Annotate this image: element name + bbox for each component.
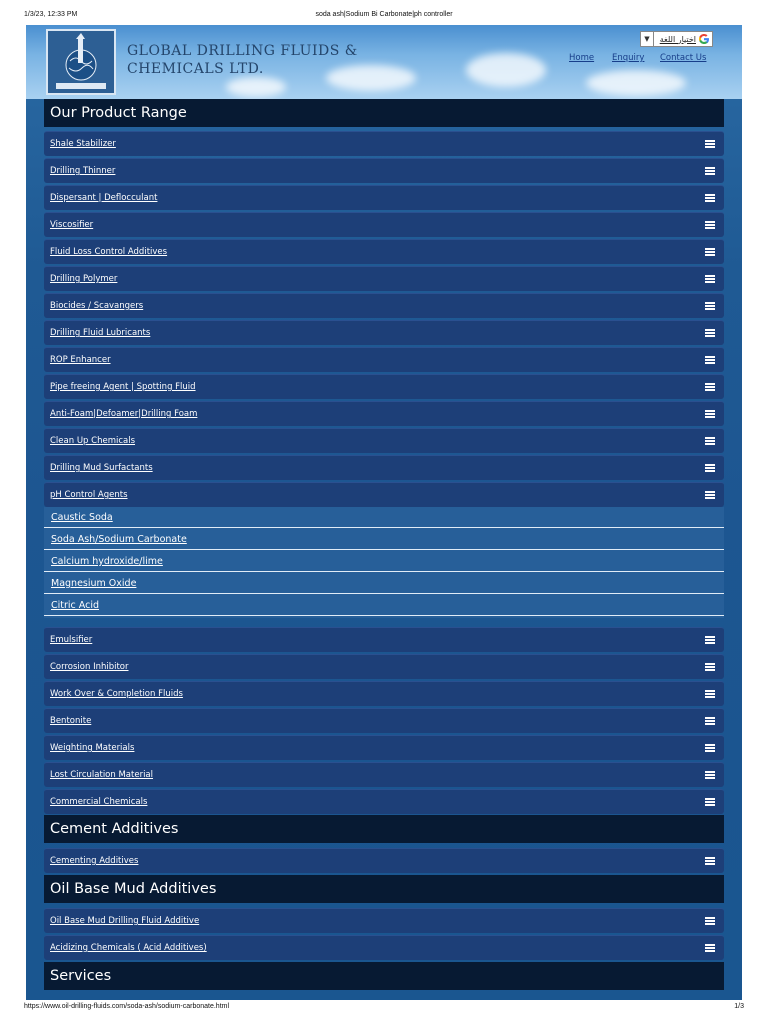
language-select-label: اختيار اللغة — [659, 34, 696, 44]
category-link[interactable]: Bentonite — [50, 716, 92, 726]
category-row[interactable] — [44, 374, 724, 399]
category-row[interactable] — [44, 681, 724, 706]
menu-icon[interactable] — [705, 329, 715, 337]
company-name-line2: CHEMICALS LTD. — [127, 61, 264, 77]
category-row[interactable] — [44, 131, 724, 156]
menu-icon[interactable] — [705, 437, 715, 445]
category-link[interactable]: Oil Base Mud Drilling Fluid Additive — [50, 916, 200, 926]
category-row[interactable] — [44, 908, 724, 933]
nav-enquiry-link[interactable]: Enquiry — [612, 53, 645, 63]
menu-icon[interactable] — [705, 636, 715, 644]
category-row[interactable] — [44, 428, 724, 453]
google-icon — [698, 33, 710, 45]
section-header-services: Services — [44, 962, 724, 990]
category-row[interactable] — [44, 455, 724, 480]
submenu-link[interactable]: Magnesium Oxide — [51, 578, 137, 589]
menu-icon[interactable] — [705, 717, 715, 725]
site-header — [26, 25, 742, 99]
menu-icon[interactable] — [705, 944, 715, 952]
print-document-title: soda ash|Sodium Bi Carbonate|ph controller — [315, 11, 453, 18]
submenu-link[interactable]: Caustic Soda — [51, 512, 113, 523]
print-page-number: 1/3 — [734, 1003, 744, 1010]
category-link[interactable]: Viscosifier — [50, 220, 94, 230]
menu-icon[interactable] — [705, 410, 715, 418]
category-row[interactable] — [44, 401, 724, 426]
menu-icon[interactable] — [705, 140, 715, 148]
print-header — [0, 0, 768, 24]
submenu-link[interactable]: Citric Acid — [51, 600, 100, 611]
category-row[interactable] — [44, 654, 724, 679]
print-url: https://www.oil-drilling-fluids.com/soda-ash/sodium-carbonate.html — [24, 1003, 230, 1010]
menu-icon[interactable] — [705, 275, 715, 283]
menu-icon[interactable] — [705, 798, 715, 806]
category-row[interactable] — [44, 185, 724, 210]
category-row[interactable] — [44, 320, 724, 345]
category-link[interactable]: Pipe freeing Agent | Spotting Fluid — [50, 382, 196, 392]
category-link[interactable]: Corrosion Inhibitor — [50, 662, 129, 672]
menu-icon[interactable] — [705, 491, 715, 499]
sky-cloud — [586, 70, 686, 96]
menu-icon[interactable] — [705, 690, 715, 698]
category-row[interactable] — [44, 848, 724, 873]
menu-icon[interactable] — [705, 248, 715, 256]
category-link[interactable]: Anti-Foam|Defoamer|Drilling Foam — [50, 409, 198, 419]
category-row[interactable] — [44, 347, 724, 372]
sky-cloud — [466, 53, 546, 87]
category-link[interactable]: Commercial Chemicals — [50, 797, 148, 807]
nav-contact-us-link[interactable]: Contact Us — [660, 53, 707, 63]
category-row[interactable] — [44, 266, 724, 291]
category-link[interactable]: Lost Circulation Material — [50, 770, 154, 780]
category-link[interactable]: Acidizing Chemicals ( Acid Additives) — [50, 943, 207, 953]
category-link[interactable]: Clean Up Chemicals — [50, 436, 136, 446]
category-row[interactable] — [44, 789, 724, 814]
menu-icon[interactable] — [705, 302, 715, 310]
language-select[interactable] — [640, 31, 713, 47]
menu-icon[interactable] — [705, 771, 715, 779]
menu-icon[interactable] — [705, 356, 715, 364]
menu-icon[interactable] — [705, 464, 715, 472]
company-name[interactable] — [127, 42, 358, 78]
category-link[interactable]: Fluid Loss Control Additives — [50, 247, 168, 257]
category-row-expanded[interactable] — [44, 482, 724, 507]
print-footer — [0, 1000, 768, 1024]
submenu-link[interactable]: Calcium hydroxide/lime — [51, 556, 163, 567]
menu-icon[interactable] — [705, 857, 715, 865]
category-link[interactable]: ROP Enhancer — [50, 355, 111, 365]
category-link[interactable]: Cementing Additives — [50, 856, 139, 866]
menu-icon[interactable] — [705, 744, 715, 752]
menu-icon[interactable] — [705, 383, 715, 391]
section-header-oil-base-mud: Oil Base Mud Additives — [44, 875, 724, 903]
menu-icon[interactable] — [705, 194, 715, 202]
category-link[interactable]: Dispersant | Deflocculant — [50, 193, 158, 203]
category-link[interactable]: Drilling Fluid Lubricants — [50, 328, 151, 338]
menu-icon[interactable] — [705, 167, 715, 175]
submenu-item[interactable] — [44, 595, 724, 616]
menu-icon[interactable] — [705, 221, 715, 229]
ph-control-submenu — [44, 507, 724, 618]
category-row[interactable] — [44, 735, 724, 760]
category-row[interactable] — [44, 708, 724, 733]
category-row[interactable] — [44, 239, 724, 264]
company-logo[interactable] — [46, 29, 116, 95]
category-row[interactable] — [44, 212, 724, 237]
category-row[interactable] — [44, 158, 724, 183]
category-row[interactable] — [44, 935, 724, 960]
print-datetime: 1/3/23, 12:33 PM — [24, 11, 78, 18]
web-page — [26, 25, 742, 1000]
section-header-product-range: Our Product Range — [44, 99, 724, 127]
category-link[interactable]: Biocides / Scavangers — [50, 301, 144, 311]
chevron-down-icon[interactable]: ▼ — [641, 32, 654, 46]
menu-icon[interactable] — [705, 917, 715, 925]
category-link[interactable]: pH Control Agents — [50, 490, 128, 500]
section-header-cement-additives: Cement Additives — [44, 815, 724, 843]
submenu-item[interactable] — [44, 551, 724, 572]
submenu-item[interactable] — [44, 529, 724, 550]
category-row[interactable] — [44, 627, 724, 652]
submenu-item[interactable] — [44, 507, 724, 528]
category-link[interactable]: Drilling Polymer — [50, 274, 118, 284]
category-link[interactable]: Emulsifier — [50, 635, 93, 645]
submenu-item[interactable] — [44, 573, 724, 594]
category-link[interactable]: Weighting Materials — [50, 743, 135, 753]
nav-home-link[interactable]: Home — [569, 53, 595, 63]
submenu-link[interactable]: Soda Ash/Sodium Carbonate — [51, 534, 187, 545]
category-link[interactable]: Work Over & Completion Fluids — [50, 689, 183, 699]
company-name-line1: GLOBAL DRILLING FLUIDS & — [127, 43, 358, 59]
menu-icon[interactable] — [705, 663, 715, 671]
category-row[interactable] — [44, 762, 724, 787]
category-link[interactable]: Drilling Mud Surfactants — [50, 463, 153, 473]
sky-cloud — [226, 77, 286, 97]
category-row[interactable] — [44, 293, 724, 318]
category-link[interactable]: Drilling Thinner — [50, 166, 116, 176]
category-link[interactable]: Shale Stabilizer — [50, 139, 116, 149]
